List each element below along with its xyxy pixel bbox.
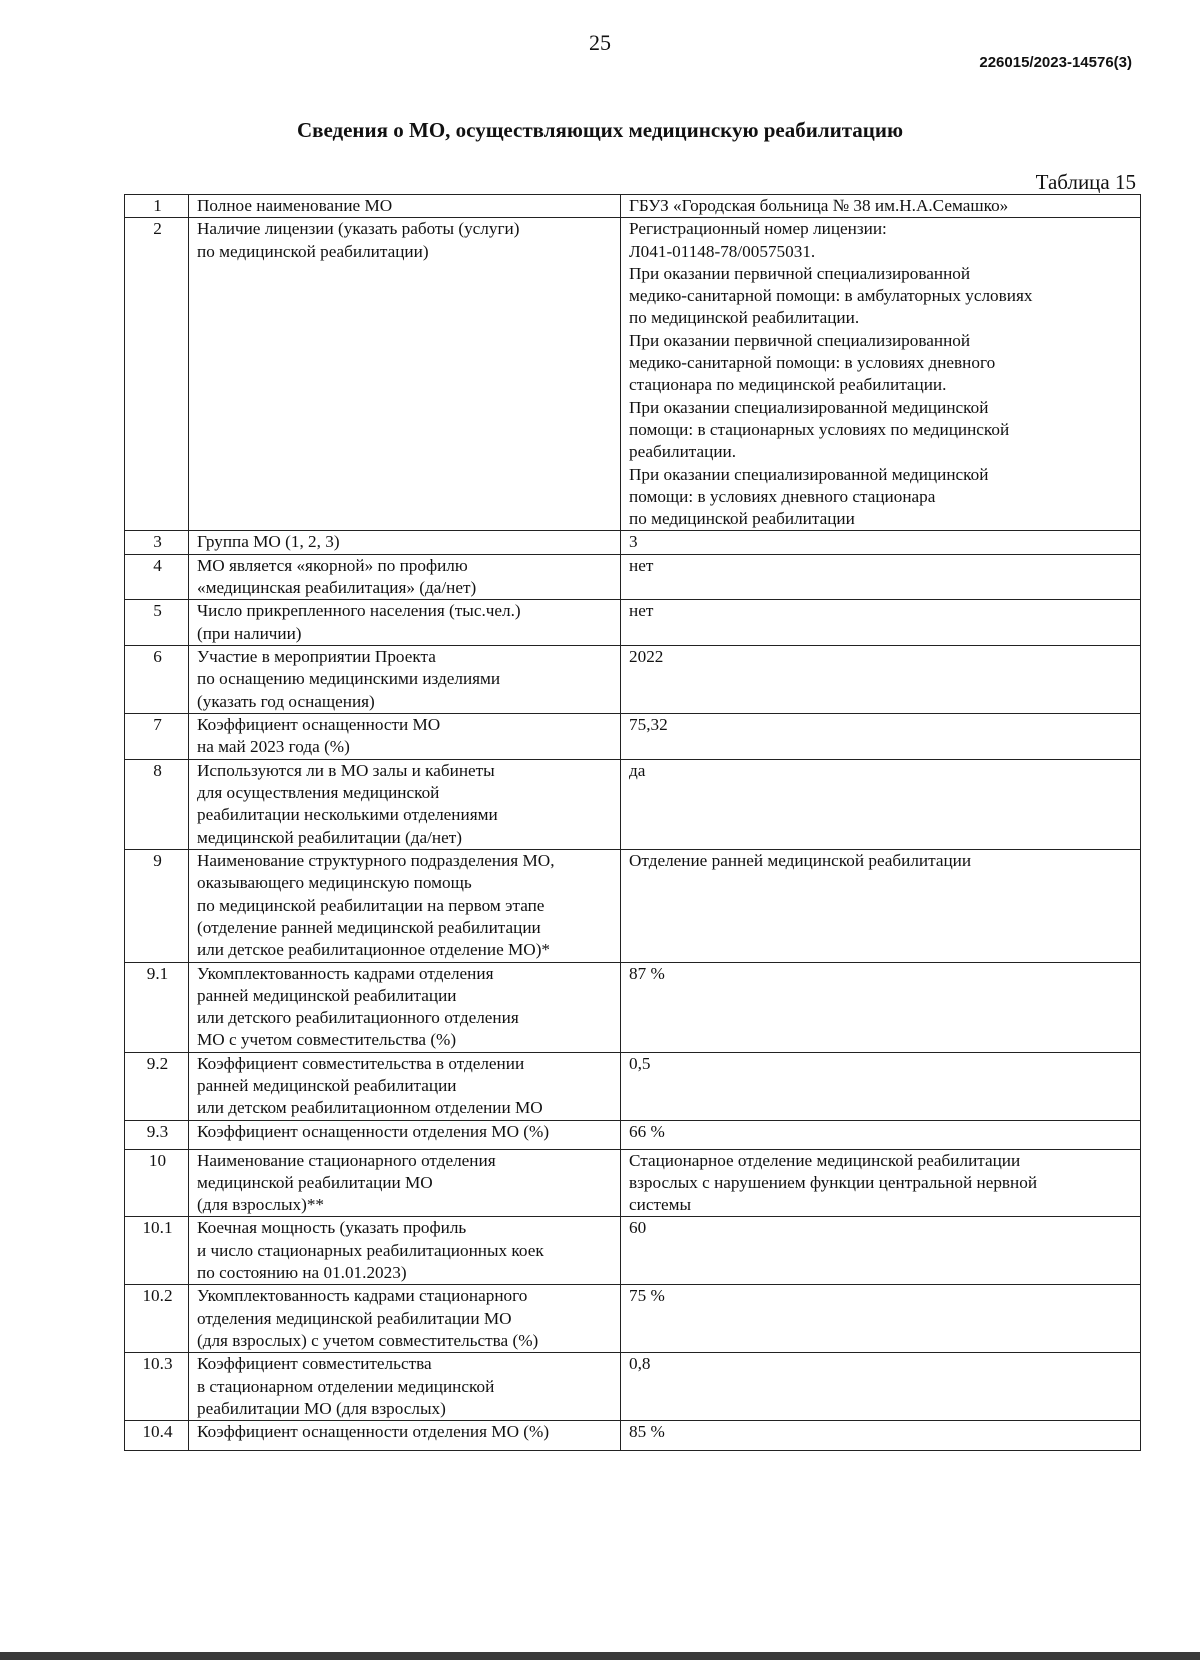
table-row [125, 531, 1141, 554]
row-value-cell [621, 962, 1141, 1052]
row-value-cell [621, 645, 1141, 713]
row-number-cell [125, 962, 189, 1052]
row-label-text: Коэффициент оснащенности отделения МО (%) [197, 1422, 550, 1442]
row-value-text: нет [629, 601, 654, 621]
row-label-cell [189, 1052, 621, 1120]
table-row [125, 1285, 1141, 1353]
row-label-text: Полное наименование МО [197, 196, 393, 215]
row-label-cell [189, 1120, 621, 1149]
row-number-text: 10.4 [142, 1422, 173, 1442]
row-label-cell [189, 713, 621, 759]
row-number-cell [125, 759, 189, 849]
row-value-cell [621, 850, 1141, 962]
table-row [125, 195, 1141, 218]
row-number-text: 9 [153, 851, 162, 871]
row-number-cell [125, 1120, 189, 1149]
table-row [125, 713, 1141, 759]
row-label-text: Наименование структурного подразделения МО, оказывающего медицинскую помощь по медицинской реабилитации на первом этапе (отделение ранней медицинской реабилитации или детское реабилитационное отделение МО)* [197, 851, 555, 960]
row-label-cell [189, 1285, 621, 1353]
row-label-cell [189, 645, 621, 713]
row-value-text: ГБУЗ «Городская больница № 38 им.Н.А.Семашко» [629, 196, 1009, 215]
table-row [125, 1120, 1141, 1149]
table-row [125, 645, 1141, 713]
table-row [125, 1421, 1141, 1451]
table-row [125, 759, 1141, 849]
row-label-cell [189, 554, 621, 600]
row-value-text: Стационарное отделение медицинской реабилитации взрослых с нарушением функции центральной нервной системы [629, 1150, 1038, 1215]
row-value-cell [621, 218, 1141, 531]
row-label-text: Укомплектованность кадрами стационарного отделения медицинской реабилитации МО (для взрослых) с учетом совместительства (%) [197, 1286, 539, 1350]
table-row [125, 218, 1141, 531]
row-number-text: 1 [153, 196, 162, 215]
row-value-cell [621, 713, 1141, 759]
row-label-text: Наименование стационарного отделения медицинской реабилитации МО (для взрослых)** [197, 1150, 496, 1215]
rehabilitation-info-table [124, 194, 1141, 1451]
row-number-text: 10.2 [142, 1286, 173, 1306]
row-value-text: Отделение ранней медицинской реабилитации [629, 851, 972, 871]
table-row [125, 1052, 1141, 1120]
row-value-text: 60 [629, 1218, 647, 1238]
row-value-cell [621, 1421, 1141, 1451]
row-label-cell [189, 1421, 621, 1451]
row-number-cell [125, 850, 189, 962]
row-value-cell [621, 1052, 1141, 1120]
row-number-text: 9.3 [146, 1121, 169, 1141]
row-value-text: 66 % [629, 1121, 665, 1141]
row-value-cell [621, 531, 1141, 554]
row-number-cell [125, 195, 189, 218]
table-row [125, 1217, 1141, 1285]
row-value-text: 87 % [629, 963, 665, 983]
table-row [125, 1149, 1141, 1217]
table-row [125, 554, 1141, 600]
row-number-text: 10.3 [142, 1354, 173, 1374]
row-label-cell [189, 218, 621, 531]
row-value-cell [621, 759, 1141, 849]
row-number-text: 10 [148, 1150, 167, 1170]
row-label-cell [189, 195, 621, 218]
row-number-text: 10.1 [142, 1218, 173, 1238]
row-value-text: 0,8 [629, 1354, 651, 1374]
row-number-text: 7 [153, 714, 162, 734]
row-label-cell [189, 600, 621, 646]
row-label-cell [189, 1149, 621, 1217]
table-row [125, 1353, 1141, 1421]
row-number-text: 8 [153, 760, 162, 780]
row-number-cell [125, 645, 189, 713]
row-value-cell [621, 600, 1141, 646]
row-label-text: Коэффициент оснащенности отделения МО (%) [197, 1121, 550, 1141]
row-label-text: Группа МО (1, 2, 3) [197, 532, 340, 552]
row-number-cell [125, 531, 189, 554]
row-value-cell [621, 1285, 1141, 1353]
document-title: Сведения о МО, осуществляющих медицинскую реабилитацию [296, 118, 904, 142]
row-label-text: МО является «якорной» по профилю «медицинская реабилитация» (да/нет) [197, 555, 477, 598]
row-value-text: 0,5 [629, 1053, 651, 1073]
row-number-text: 9.1 [146, 963, 169, 983]
row-label-text: Участие в мероприятии Проекта по оснащению медицинскими изделиями (указать год оснащения) [197, 646, 501, 711]
row-number-text: 4 [153, 555, 162, 575]
row-label-text: Используются ли в МО залы и кабинеты для осуществления медицинской реабилитации несколькими отделениями медицинской реабилитации (да/нет) [197, 760, 498, 847]
row-number-text: 3 [153, 532, 162, 552]
row-number-cell [125, 1353, 189, 1421]
row-number-text: 6 [153, 646, 162, 666]
row-label-text: Коэффициент оснащенности МО на май 2023 года (%) [197, 714, 441, 757]
table-label: Таблица 15 [1035, 170, 1136, 194]
row-label-text: Наличие лицензии (указать работы (услуги) по медицинской реабилитации) [197, 219, 520, 261]
row-number-text: 9.2 [146, 1053, 169, 1073]
row-number-cell [125, 600, 189, 646]
row-number-cell [125, 1217, 189, 1285]
row-value-cell [621, 1120, 1141, 1149]
row-number-cell [125, 713, 189, 759]
row-number-cell [125, 1285, 189, 1353]
row-value-text: 2022 [629, 646, 664, 666]
row-number-cell [125, 1149, 189, 1217]
row-value-cell [621, 554, 1141, 600]
row-value-cell [621, 1353, 1141, 1421]
row-value-cell [621, 1217, 1141, 1285]
row-number-cell [125, 1052, 189, 1120]
row-value-cell [621, 195, 1141, 218]
row-label-text: Укомплектованность кадрами отделения ранней медицинской реабилитации или детского реабилитационного отделения МО с учетом совместительства (%) [197, 963, 519, 1050]
row-value-text: 75,32 [629, 714, 668, 734]
row-number-cell [125, 1421, 189, 1451]
table-row [125, 962, 1141, 1052]
table-body [125, 195, 1141, 1451]
row-label-cell [189, 759, 621, 849]
row-number-text: 5 [153, 601, 162, 621]
row-label-text: Коэффициент совместительства в отделении ранней медицинской реабилитации или детском реабилитационном отделении МО [197, 1053, 543, 1118]
row-label-cell [189, 1217, 621, 1285]
row-label-text: Число прикрепленного населения (тыс.чел.) (при наличии) [197, 601, 521, 643]
row-number-cell [125, 218, 189, 531]
row-label-text: Коэффициент совместительства в стационарном отделении медицинской реабилитации МО (для взрослых) [197, 1354, 495, 1418]
row-label-cell [189, 531, 621, 554]
row-number-cell [125, 554, 189, 600]
table-row [125, 850, 1141, 962]
row-value-text: 3 [629, 532, 638, 552]
row-value-text: Регистрационный номер лицензии: Л041-01148-78/00575031. При оказании первичной специализированной медико-санитарной помощи: в амбулаторных условиях по медицинской реабилитации. При оказании первичной специализированной медико-санитарной помощи: в условиях дневного стационара по медицинской реабилитации. При оказании специализированной медицинской помощи: в стационарных условиях по медицинской реабилитации. При оказании специализированной медицинской помощи: в условиях дневного стационара по медицинской реабилитации [629, 219, 1033, 529]
row-value-cell [621, 1149, 1141, 1217]
row-label-cell [189, 850, 621, 962]
row-value-text: нет [629, 555, 654, 575]
row-value-text: 75 % [629, 1286, 665, 1306]
row-label-cell [189, 1353, 621, 1421]
scan-bottom-edge [0, 1652, 1200, 1660]
row-value-text: 85 % [629, 1422, 665, 1442]
table-row [125, 600, 1141, 646]
page-number: 25 [589, 30, 611, 55]
row-value-text: да [629, 760, 646, 780]
row-label-text: Коечная мощность (указать профиль и число стационарных реабилитационных коек по состоянию на 01.01.2023) [197, 1218, 544, 1283]
document-id: 226015/2023-14576(3) [979, 54, 1132, 71]
row-label-cell [189, 962, 621, 1052]
row-number-text: 2 [153, 219, 162, 239]
